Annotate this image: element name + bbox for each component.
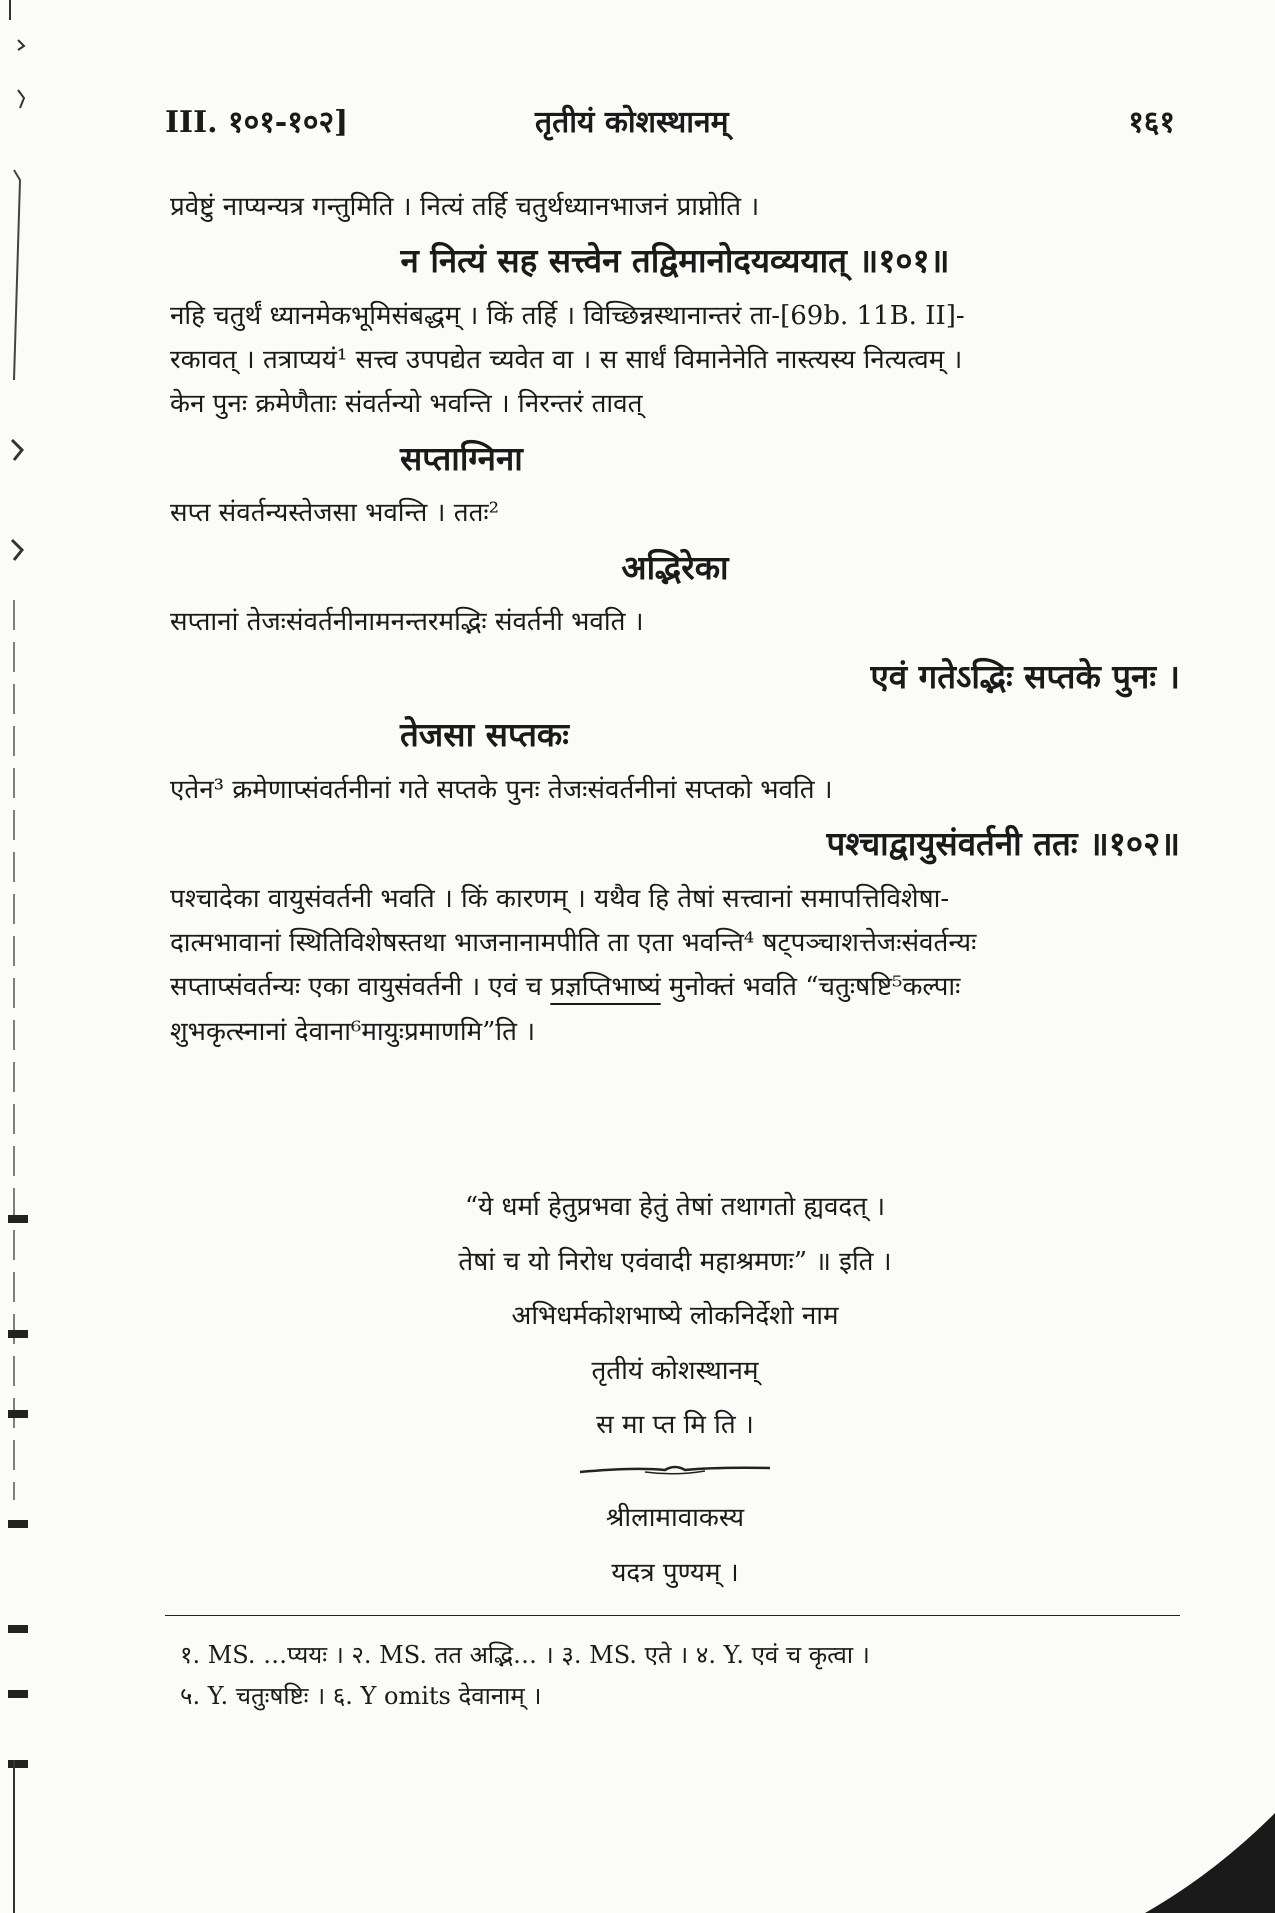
verse-fragment: सप्ताग्निना	[400, 438, 523, 478]
verse-102: पश्चाद्वायुसंवर्तनी ततः ॥१०२॥	[826, 824, 1180, 864]
underlined-term: प्रज्ञप्तिभाष्यं	[550, 972, 661, 1003]
commentary-line: शुभकृत्स्नानां देवाना⁶मायुःप्रमाणमि”ति ।	[170, 1016, 536, 1047]
commentary-line	[170, 965, 1180, 1009]
verse-fragment: एवं गतेऽद्भिः सप्तके पुनः ।	[870, 656, 1180, 696]
commentary-line: सप्त संवर्तन्यस्तेजसा भवन्ति । ततः²	[170, 498, 500, 529]
main-text	[170, 185, 1180, 1054]
dedication-line: श्रीलामावाकस्य	[605, 1502, 745, 1533]
verse-fragment: अद्भिरेका	[621, 547, 729, 587]
commentary-line: रकावत् । तत्राप्ययं¹ सत्त्व उपपद्येत च्यवेत वा । स सार्धं विमानेनेति नास्त्यस्य नित्यत्वम् ।	[170, 345, 963, 376]
closing-verse-line: “ये धर्मा हेतुप्रभवा हेतुं तेषां तथागतो ह्यवदत् ।	[464, 1192, 886, 1222]
ornament-divider	[575, 1463, 775, 1477]
commentary-line: एतेन³ क्रमेणाप्संवर्तनीनां गते सप्तके पुनः तेजःसंवर्तनीनां सप्तको भवति ।	[170, 775, 833, 806]
verse-fragment: तेजसा सप्तकः	[400, 715, 569, 755]
header-verse-range: III. १०१-१०२]	[165, 105, 349, 140]
page-corner-shadow	[1125, 1813, 1275, 1913]
chapter-end-line: अभिधर्मकोशभाष्ये लोकनिर्देशो नाम	[511, 1301, 839, 1332]
footnotes	[180, 1635, 1180, 1717]
footnote-rule	[165, 1615, 1180, 1616]
footnote-line: ५. Y. चतुःषष्टिः । ६. Y omits देवानाम् ।	[180, 1681, 542, 1710]
verse-101: न नित्यं सह सत्त्वेन तद्विमानोदयव्ययात् ॥१०१॥	[400, 241, 950, 281]
commentary-line: केन पुनः क्रमेणैताः संवर्तन्यो भवन्ति । निरन्तरं तावत्	[170, 389, 643, 420]
commentary-line: नहि चतुर्थं ध्यानमेकभूमिसंबद्धम् । किं तर्हि । विच्छिन्नस्थानान्तरं ता-[69b. 11B. II]-	[170, 300, 965, 331]
binding-edge-marks	[0, 0, 40, 1913]
commentary-line: सप्तानां तेजःसंवर्तनीनामनन्तरमद्भिः संवर्तनी भवति ।	[170, 607, 644, 638]
commentary-line: पश्चादेका वायुसंवर्तनी भवति । किं कारणम् । यथैव हि तेषां सत्त्वानां समापत्तिविशेषा-	[170, 884, 950, 915]
chapter-end-line: स मा प्त मि ति ।	[596, 1410, 754, 1441]
running-header	[165, 100, 1175, 150]
commentary-line: दात्मभावानां स्थितिविशेषस्तथा भाजनानामपीति ता एता भवन्ति⁴ षट्पञ्चाशत्तेजःसंवर्तन्यः	[170, 928, 977, 959]
page-number: १६१	[1128, 105, 1175, 140]
footnote-line: १. MS. …प्ययः । २. MS. तत अद्भि… । ३. MS. एते । ४. Y. एवं च कृत्वा ।	[180, 1641, 870, 1669]
header-chapter-title: तृतीयं कोशस्थानम्	[535, 105, 729, 140]
commentary-line: प्रवेष्टुं नाप्यन्यत्र गन्तुमिति । नित्यं तर्हि चतुर्थध्यानभाजनं प्राप्नोति ।	[170, 192, 760, 222]
colophon	[170, 1180, 1180, 1600]
chapter-end-line: तृतीयं कोशस्थानम्	[591, 1355, 759, 1386]
text-span: सप्ताप्संवर्तन्यः एका वायुसंवर्तनी । एवं च	[170, 972, 551, 1003]
closing-verse-line: तेषां च यो निरोध एवंवादी महाश्रमणः” ॥ इति ।	[458, 1246, 892, 1277]
dedication-line: यदत्र पुण्यम् ।	[611, 1557, 739, 1588]
text-span: मुनोक्तं भवति “चतुःषष्टि⁵कल्पाः	[660, 972, 961, 1003]
